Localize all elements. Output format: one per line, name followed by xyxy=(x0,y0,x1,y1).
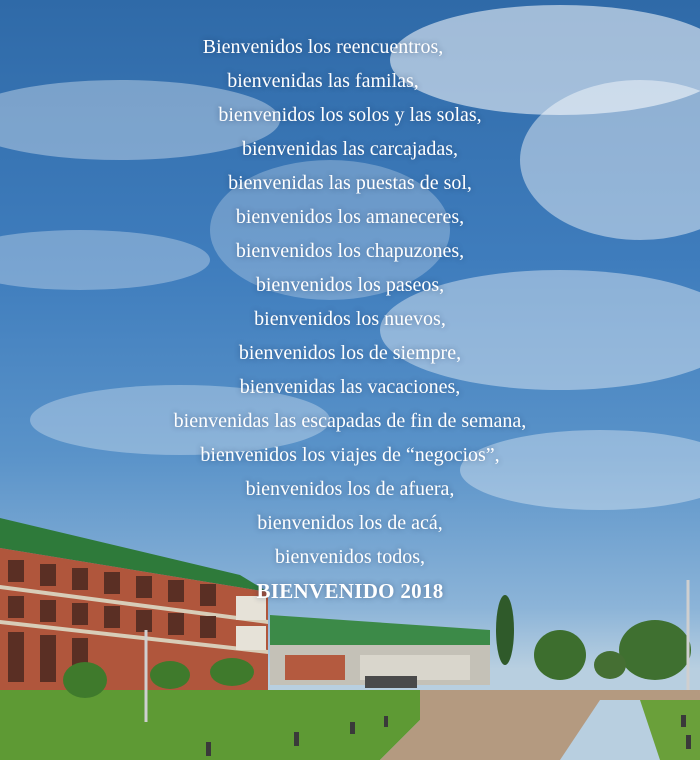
poem-line: bienvenidos los de siempre, xyxy=(238,342,462,364)
closing-headline: BIENVENIDO 2018 xyxy=(256,579,444,603)
poem-line: bienvenidas las familas, xyxy=(227,70,419,92)
poem-line: bienvenidos todos, xyxy=(275,546,425,568)
poem-line: bienvenidas las carcajadas, xyxy=(241,138,458,160)
poem-line: bienvenidos los solos y las solas, xyxy=(218,104,482,126)
poem-line: bienvenidos los de afuera, xyxy=(245,478,455,500)
annex-building xyxy=(270,615,490,685)
poem-line: bienvenidos los de acá, xyxy=(257,512,443,534)
poem-line: bienvenidas las puestas de sol, xyxy=(228,172,472,194)
poem-line: bienvenidos los amaneceres, xyxy=(235,206,465,228)
poem-line: Bienvenidos los reencuentros, xyxy=(202,36,444,58)
hotel-sign xyxy=(365,676,417,688)
poem-line: bienvenidas las vacaciones, xyxy=(239,376,461,398)
poem-line: bienvenidos los chapuzones, xyxy=(235,240,465,262)
welcome-poem xyxy=(0,30,700,608)
poem-line: bienvenidos los nuevos, xyxy=(254,308,446,330)
poem-line: bienvenidos los paseos, xyxy=(255,274,445,296)
poem-line: bienvenidos los viajes de “negocios”, xyxy=(200,444,500,466)
poem-line: bienvenidas las escapadas de fin de semana, xyxy=(173,410,527,432)
